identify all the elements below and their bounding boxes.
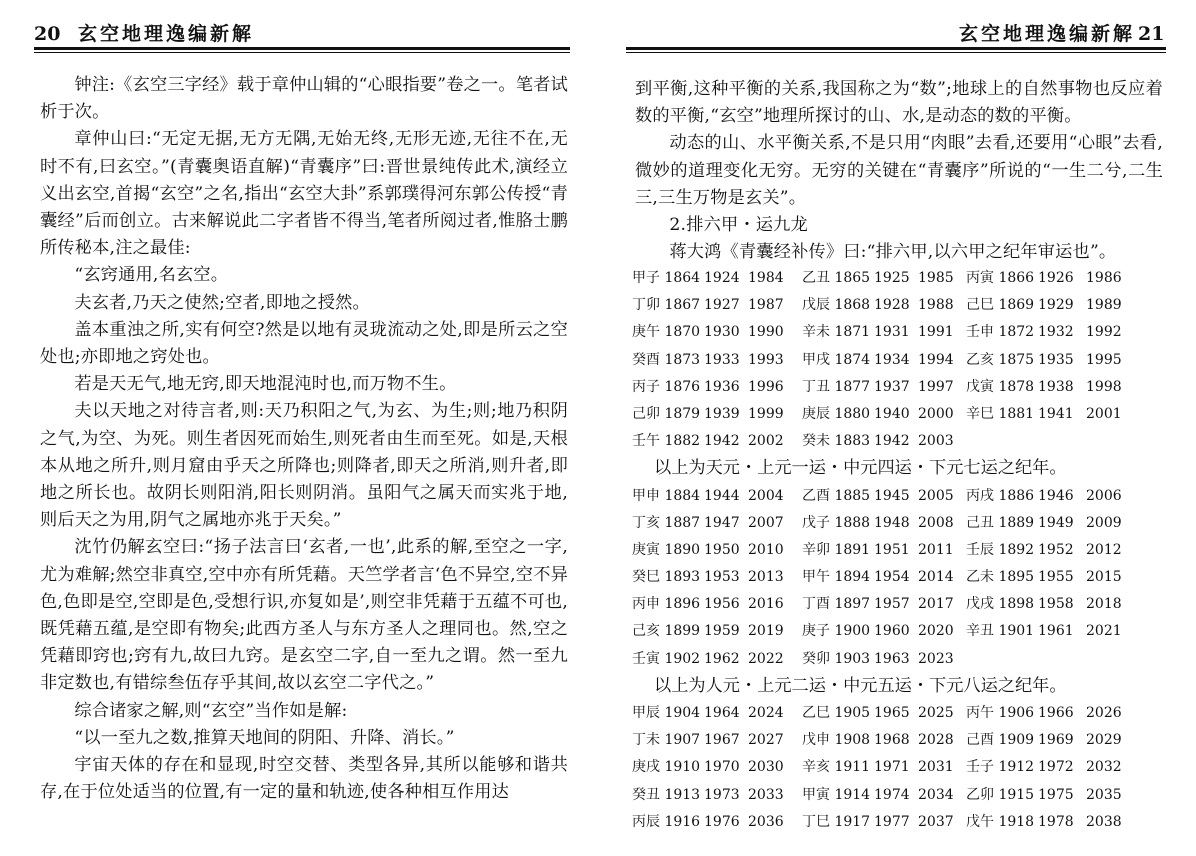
table-cell: 1951 xyxy=(874,541,910,558)
table-row xyxy=(632,782,1160,809)
table-row xyxy=(632,700,1160,727)
table-cell: 1924 xyxy=(704,270,740,286)
left-body-text xyxy=(40,72,568,806)
table-cell: 1993 xyxy=(748,351,784,368)
table-row xyxy=(632,483,1160,510)
table-cell: 1942 xyxy=(704,433,740,450)
table-cell: 2010 xyxy=(748,541,784,558)
table-cell: 2031 xyxy=(918,759,954,776)
paragraph: 宇宙天体的存在和显现,时空交替、类型各异,其所以能够和谐共存,在于位处适当的位置,有一定的量和轨迹,使各种相互作用达 xyxy=(40,755,568,803)
table-cell: 癸卯 1903 xyxy=(802,650,871,667)
table-cell: 1991 xyxy=(918,324,954,341)
table-cell: 癸未 1883 xyxy=(802,433,871,450)
table-cell: 壬寅 1902 xyxy=(632,650,701,667)
table-cell: 1952 xyxy=(1038,541,1074,558)
table-cell: 2012 xyxy=(1086,541,1122,558)
table-cell: 1928 xyxy=(874,297,910,314)
table-cell: 2034 xyxy=(918,786,954,803)
table-cell: 2025 xyxy=(918,705,954,721)
table-cell: 丁酉 1897 xyxy=(802,596,871,613)
table-note: 以上为天元・上元一运・中元四运・下元七运之纪年。 xyxy=(654,458,1067,479)
right-page-number: 21 xyxy=(1138,23,1165,45)
table-cell: 戊戌 1898 xyxy=(966,596,1035,613)
table-cell: 癸丑 1913 xyxy=(632,786,701,803)
table-cell: 1998 xyxy=(1086,378,1122,395)
table-note: 以上为人元・上元二运・中元五运・下元八运之纪年。 xyxy=(654,675,1067,696)
table-cell: 1999 xyxy=(748,405,784,422)
left-header-rule-thin xyxy=(34,52,570,53)
table-cell: 1990 xyxy=(748,324,784,341)
table-cell: 丙寅 1866 xyxy=(966,270,1035,286)
table-cell: 丙子 1876 xyxy=(632,378,701,395)
paragraph: 沈竹仍解玄空曰:“扬子法言曰‘玄者,一也’,此系的解,至空之一字,尤为难解;然空非真空,空中亦有所凭藉。天竺学者言‘色不异空,空不异色,色即是空,空即是色,受想行识,亦复如是’,则空非凭藉于五蕴不可也,既凭藉五蕴,是空即有物矣;此西方圣人与东方圣人之理同也。然,空之凭藉即窍也;窍有九,故曰九窍。是玄空二字,自一至九之谓。然一至九非定数也,有错综叁伍存乎其间,故以玄空二字代之。” xyxy=(40,537,568,694)
table-cell: 2036 xyxy=(748,813,784,830)
table-cell: 1986 xyxy=(1086,270,1122,286)
table-cell: 戊寅 1878 xyxy=(966,378,1035,395)
table-cell: 1973 xyxy=(704,786,740,803)
table-cell: 甲申 1884 xyxy=(632,487,701,504)
table-cell: 1955 xyxy=(1038,569,1074,586)
table-row xyxy=(632,564,1160,591)
table-cell: 1945 xyxy=(874,487,910,504)
table-row xyxy=(632,265,1160,292)
table-row xyxy=(632,319,1160,346)
table-row xyxy=(632,727,1160,754)
table-cell: 癸巳 1893 xyxy=(632,569,701,586)
left-header-rule xyxy=(34,47,570,50)
table-cell: 1968 xyxy=(874,732,910,749)
table-row xyxy=(632,428,1160,455)
table-cell: 2030 xyxy=(748,759,784,776)
table-cell: 2003 xyxy=(918,433,954,450)
table-cell: 1940 xyxy=(874,405,910,422)
table-cell: 1988 xyxy=(918,297,954,314)
table-cell: 乙丑 1865 xyxy=(802,270,871,286)
table-cell: 庚寅 1890 xyxy=(632,541,701,558)
paragraph: 综合诸家之解,则“玄空”当作如是解: xyxy=(74,700,348,721)
table-cell: 1939 xyxy=(704,405,740,422)
table-cell: 2001 xyxy=(1086,405,1122,422)
right-header-rule-thin xyxy=(626,52,1166,53)
table-cell: 2028 xyxy=(918,732,954,749)
table-cell: 1959 xyxy=(704,623,740,640)
table-row xyxy=(632,537,1160,564)
table-cell: 戊辰 1868 xyxy=(802,297,871,314)
table-cell: 1966 xyxy=(1038,705,1074,721)
paragraph: “以一至九之数,推算天地间的阴阳、升降、消长。” xyxy=(74,727,455,748)
table-cell: 1941 xyxy=(1038,405,1074,422)
table-cell: 1933 xyxy=(704,351,740,368)
table-cell: 1950 xyxy=(704,541,740,558)
table-cell: 1962 xyxy=(704,650,740,667)
table-cell: 1948 xyxy=(874,514,910,531)
table-cell: 2000 xyxy=(918,405,954,422)
table-cell: 2024 xyxy=(748,705,784,721)
table-cell: 丁卯 1867 xyxy=(632,297,701,314)
table-row xyxy=(632,754,1160,781)
table-cell: 壬午 1882 xyxy=(632,433,701,450)
table-cell: 丁亥 1887 xyxy=(632,514,701,531)
table-cell: 1965 xyxy=(874,705,910,721)
paragraph: “玄窍通用,名玄空。 xyxy=(74,265,229,286)
table-cell: 乙未 1895 xyxy=(966,569,1035,586)
table-cell: 庚午 1870 xyxy=(632,324,701,341)
table-cell: 2006 xyxy=(1086,487,1122,504)
table-cell: 庚辰 1880 xyxy=(802,405,871,422)
paragraph: 2.排六甲・运九龙 xyxy=(669,215,808,236)
table-cell: 1989 xyxy=(1086,297,1122,314)
table-cell: 丁巳 1917 xyxy=(802,813,871,830)
table-row xyxy=(632,618,1160,645)
table-row xyxy=(632,591,1160,618)
table-cell: 丙申 1896 xyxy=(632,596,701,613)
paragraph: 若是天无气,地无窍,即天地混沌时也,而万物不生。 xyxy=(74,374,457,395)
table-row xyxy=(632,347,1160,374)
table-cell: 1932 xyxy=(1038,324,1074,341)
table-cell: 乙卯 1915 xyxy=(966,786,1035,803)
right-body-text xyxy=(635,76,1163,266)
table-cell: 1927 xyxy=(704,297,740,314)
table-row xyxy=(632,510,1160,537)
table-cell: 1960 xyxy=(874,623,910,640)
table-cell: 丙辰 1916 xyxy=(632,813,701,830)
table-cell: 2008 xyxy=(918,514,954,531)
table-cell: 2015 xyxy=(1086,569,1122,586)
table-cell: 1970 xyxy=(704,759,740,776)
table-cell: 1984 xyxy=(748,270,784,286)
table-cell: 甲子 1864 xyxy=(632,270,701,286)
table-cell: 甲辰 1904 xyxy=(632,705,701,721)
table-cell: 1954 xyxy=(874,569,910,586)
table-cell: 1926 xyxy=(1038,270,1074,286)
table-cell: 1946 xyxy=(1038,487,1074,504)
table-cell: 乙酉 1885 xyxy=(802,487,871,504)
paragraph: 章仲山曰:“无定无据,无方无隅,无始无终,无形无迹,无往不在,无时不有,曰玄空。”(青囊奥语直解)“青囊序”曰:晋世景纯传此术,演经立义出玄空,首揭“玄空”之名,指出“玄空大卦”系郭璞得河东郭公传授“青囊经”后而创立。古来解说此二字者皆不得当,笔者所阅过者,惟胳士鹏所传秘本,注之最佳: xyxy=(40,129,568,259)
table-cell: 2011 xyxy=(918,541,954,558)
table-cell: 戊子 1888 xyxy=(802,514,871,531)
table-cell: 甲午 1894 xyxy=(802,569,871,586)
table-row xyxy=(632,809,1160,836)
table-cell: 1987 xyxy=(748,297,784,314)
table-cell: 乙巳 1905 xyxy=(802,705,871,721)
paragraph: 到平衡,这种平衡的关系,我国称之为“数”;地球上的自然事物也反应着数的平衡,“玄空”地理所探讨的山、水,是动态的数的平衡。 xyxy=(635,79,1163,127)
table-cell: 1935 xyxy=(1038,351,1074,368)
table-cell: 1961 xyxy=(1038,623,1074,640)
table-cell: 1958 xyxy=(1038,596,1074,613)
table-cell: 壬辰 1892 xyxy=(966,541,1035,558)
table-cell: 1956 xyxy=(704,596,740,613)
right-header-rule xyxy=(626,47,1166,50)
table-cell: 1957 xyxy=(874,596,910,613)
table-cell: 1994 xyxy=(918,351,954,368)
table-cell: 2021 xyxy=(1086,623,1122,640)
year-table xyxy=(632,265,1160,836)
table-cell: 丙戌 1886 xyxy=(966,487,1035,504)
table-cell: 2018 xyxy=(1086,596,1122,613)
table-cell: 己丑 1889 xyxy=(966,514,1035,531)
right-running-title: 玄空地理逸编新解 xyxy=(959,23,1136,45)
table-row xyxy=(632,401,1160,428)
table-cell: 1976 xyxy=(704,813,740,830)
table-cell: 辛未 1871 xyxy=(802,324,871,341)
paragraph: 夫以天地之对待言者,则:天乃积阳之气,为玄、为生;则;地乃积阴之气,为空、为死。则生者因死而始生,则死者由生而至死。如是,天根本从地之所升,则月窟由乎天之所降也;则降者,即天之所消,则升者,即地之所长也。故阴长则阳消,阳长则阴消。虽阳气之属天而实兆于地,则后天之为用,阴气之属地亦兆于天矣。” xyxy=(40,401,568,531)
paragraph: 蒋大鸿《青囊经补传》曰:“排六甲,以六甲之纪年审运也”。 xyxy=(669,242,1117,263)
table-cell: 癸酉 1873 xyxy=(632,351,701,368)
table-cell: 1949 xyxy=(1038,514,1074,531)
table-cell: 1967 xyxy=(704,732,740,749)
paragraph: 盖本重浊之所,实有何空?然是以地有灵珑流动之处,即是所云之空处也;亦即地之窍处也。 xyxy=(40,319,568,368)
table-cell: 辛卯 1891 xyxy=(802,541,871,558)
table-cell: 1978 xyxy=(1038,813,1074,830)
table-cell: 2007 xyxy=(748,514,784,531)
table-cell: 1964 xyxy=(704,705,740,721)
table-row xyxy=(632,646,1160,673)
table-cell: 2014 xyxy=(918,569,954,586)
table-cell: 庚戌 1910 xyxy=(632,759,701,776)
table-cell: 2022 xyxy=(748,650,784,667)
table-cell: 丁丑 1877 xyxy=(802,378,871,395)
table-cell: 1929 xyxy=(1038,297,1074,314)
table-cell: 2026 xyxy=(1086,705,1122,721)
table-cell: 2033 xyxy=(748,786,784,803)
table-cell: 壬申 1872 xyxy=(966,324,1035,341)
table-cell: 壬子 1912 xyxy=(966,759,1035,776)
table-cell: 1977 xyxy=(874,813,910,830)
table-cell: 1953 xyxy=(704,569,740,586)
table-cell: 甲戌 1874 xyxy=(802,351,871,368)
paragraph: 夫玄者,乃天之使然;空者,即地之授然。 xyxy=(74,292,370,313)
table-cell: 辛亥 1911 xyxy=(802,759,871,776)
table-cell: 2013 xyxy=(748,569,784,586)
table-cell: 庚子 1900 xyxy=(802,623,871,640)
table-cell: 1934 xyxy=(874,351,910,368)
table-cell: 2035 xyxy=(1086,786,1122,803)
table-cell: 戊申 1908 xyxy=(802,732,871,749)
table-cell: 1942 xyxy=(874,433,910,450)
table-cell: 甲寅 1914 xyxy=(802,786,871,803)
table-cell: 2038 xyxy=(1086,813,1122,830)
table-cell: 1997 xyxy=(918,378,954,395)
table-cell: 己巳 1869 xyxy=(966,297,1035,314)
table-cell: 1974 xyxy=(874,786,910,803)
table-cell: 2016 xyxy=(748,596,784,613)
table-cell: 1937 xyxy=(874,378,910,395)
table-cell: 2019 xyxy=(748,623,784,640)
table-cell: 1930 xyxy=(704,324,740,341)
table-cell: 1985 xyxy=(918,270,954,286)
table-cell: 辛巳 1881 xyxy=(966,405,1035,422)
table-cell: 1971 xyxy=(874,759,910,776)
table-cell: 2009 xyxy=(1086,514,1122,531)
table-row xyxy=(632,374,1160,401)
table-cell: 1963 xyxy=(874,650,910,667)
table-cell: 1931 xyxy=(874,324,910,341)
paragraph: 动态的山、水平衡关系,不是只用“肉眼”去看,还要用“心眼”去看,微妙的道理变化无穷。无穷的关键在“青囊序”所说的“一生二兮,二生三,三生万物是玄关”。 xyxy=(635,133,1163,208)
table-cell: 1938 xyxy=(1038,378,1074,395)
left-page-number: 20 xyxy=(34,23,61,45)
table-cell: 丁未 1907 xyxy=(632,732,701,749)
table-cell: 2002 xyxy=(748,433,784,450)
table-cell: 1969 xyxy=(1038,732,1074,749)
table-cell: 2032 xyxy=(1086,759,1122,776)
table-cell: 1972 xyxy=(1038,759,1074,776)
table-cell: 己亥 1899 xyxy=(632,623,701,640)
table-cell: 2004 xyxy=(748,487,784,504)
table-row xyxy=(632,292,1160,319)
table-cell: 2017 xyxy=(918,596,954,613)
table-cell: 1936 xyxy=(704,378,740,395)
table-cell: 1947 xyxy=(704,514,740,531)
table-cell: 丙午 1906 xyxy=(966,705,1035,721)
table-cell: 戊午 1918 xyxy=(966,813,1035,830)
paragraph: 钟注:《玄空三字经》载于章仲山辑的“心眼指要”卷之一。笔者试析于次。 xyxy=(40,75,568,123)
table-cell: 己酉 1909 xyxy=(966,732,1035,749)
table-cell: 2027 xyxy=(748,732,784,749)
table-cell: 1944 xyxy=(704,487,740,504)
right-page xyxy=(598,0,1196,856)
table-cell: 辛丑 1901 xyxy=(966,623,1035,640)
table-cell: 2023 xyxy=(918,650,954,667)
table-cell: 1992 xyxy=(1086,324,1122,341)
table-cell: 1925 xyxy=(874,270,910,286)
table-cell: 1996 xyxy=(748,378,784,395)
left-running-title: 玄空地理逸编新解 xyxy=(78,23,255,45)
table-cell: 乙亥 1875 xyxy=(966,351,1035,368)
table-cell: 1995 xyxy=(1086,351,1122,368)
table-cell: 2020 xyxy=(918,623,954,640)
table-cell: 2029 xyxy=(1086,732,1122,749)
table-cell: 2037 xyxy=(918,813,954,830)
table-cell: 己卯 1879 xyxy=(632,405,701,422)
table-cell: 1975 xyxy=(1038,786,1074,803)
table-cell: 2005 xyxy=(918,487,954,504)
